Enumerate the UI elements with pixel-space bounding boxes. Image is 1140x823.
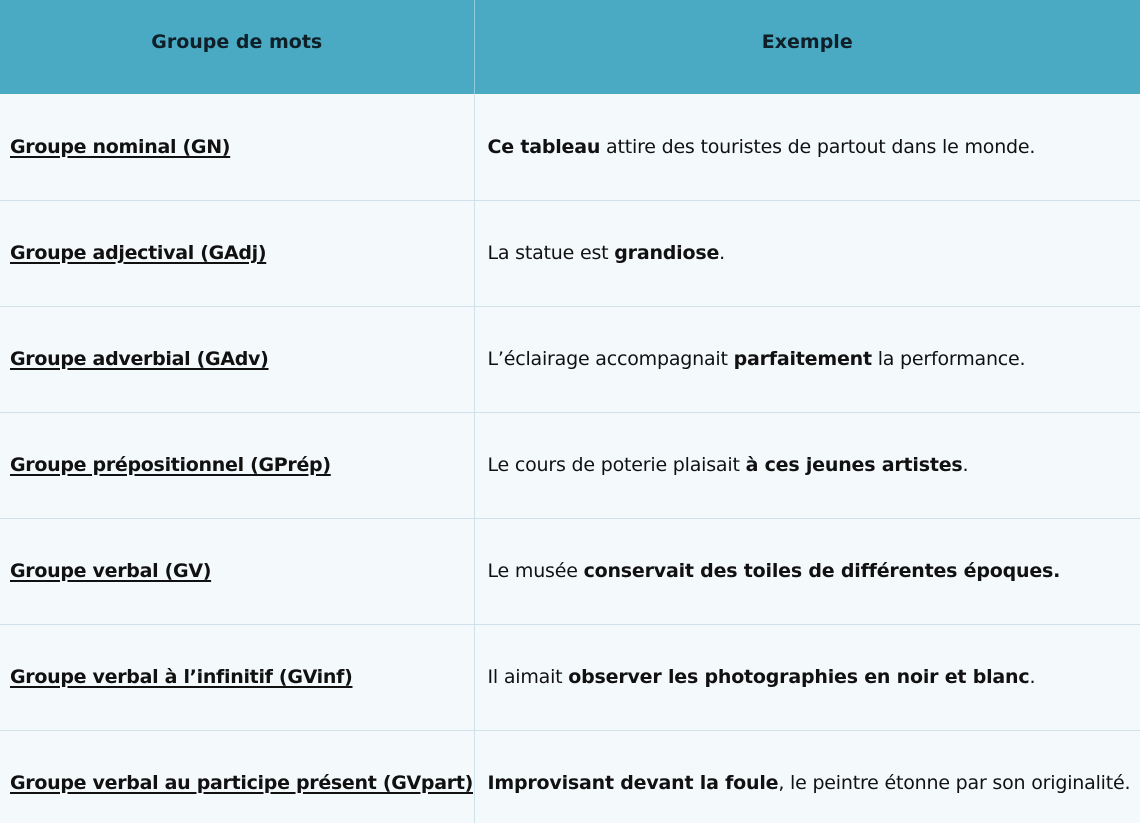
example-cell [474, 94, 1140, 200]
example-text: L’éclairage accompagnait [487, 348, 734, 370]
example-highlight: grandiose [614, 242, 720, 264]
example-cell [474, 306, 1140, 412]
table-row [0, 518, 1140, 624]
example-text: . [1029, 666, 1036, 688]
table-row [0, 200, 1140, 306]
example-highlight: observer les photographies en noir et blanc [568, 666, 1030, 688]
header-example: Exemple [474, 0, 1140, 94]
group-cell [0, 200, 474, 306]
group-cell [0, 624, 474, 730]
group-link[interactable]: Groupe adjectival (GAdj) [10, 242, 267, 264]
example-text: Le cours de poterie plaisait [487, 454, 746, 476]
header-group: Groupe de mots [0, 0, 474, 94]
example-text: Le musée [487, 560, 584, 582]
group-link[interactable]: Groupe verbal à l’infinitif (GVinf) [10, 666, 353, 688]
group-cell [0, 518, 474, 624]
group-link[interactable]: Groupe nominal (GN) [10, 135, 231, 158]
table-row [0, 412, 1140, 518]
example-text: La statue est [487, 242, 615, 264]
table-header-row [0, 0, 1140, 94]
example-cell [474, 412, 1140, 518]
table-row [0, 624, 1140, 730]
example-text: , le peintre étonne par son originalité. [778, 772, 1131, 795]
group-cell [0, 730, 474, 823]
group-link[interactable]: Groupe verbal (GV) [10, 560, 212, 582]
example-highlight: parfaitement [733, 348, 872, 370]
example-text: attire des touristes de partout dans le monde. [600, 135, 1036, 158]
example-highlight: Ce tableau [487, 135, 601, 158]
example-text: . [962, 454, 969, 476]
group-link[interactable]: Groupe adverbial (GAdv) [10, 348, 269, 370]
group-cell [0, 306, 474, 412]
example-highlight: à ces jeunes artistes [745, 454, 963, 476]
example-highlight: conservait des toiles de différentes époques. [583, 560, 1061, 582]
example-cell [474, 200, 1140, 306]
group-link[interactable]: Groupe verbal au participe présent (GVpart) [10, 772, 473, 795]
example-cell [474, 730, 1140, 823]
example-text: la performance. [871, 348, 1026, 370]
example-highlight: Improvisant devant la foule [487, 772, 779, 795]
group-cell [0, 94, 474, 200]
example-cell [474, 518, 1140, 624]
example-text: . [719, 242, 725, 264]
group-link[interactable]: Groupe prépositionnel (GPrép) [10, 454, 331, 476]
table-body [0, 94, 1140, 823]
table-row [0, 94, 1140, 200]
example-text: Il aimait [487, 666, 569, 688]
group-cell [0, 412, 474, 518]
example-cell [474, 624, 1140, 730]
table-row [0, 306, 1140, 412]
table-row [0, 730, 1140, 823]
